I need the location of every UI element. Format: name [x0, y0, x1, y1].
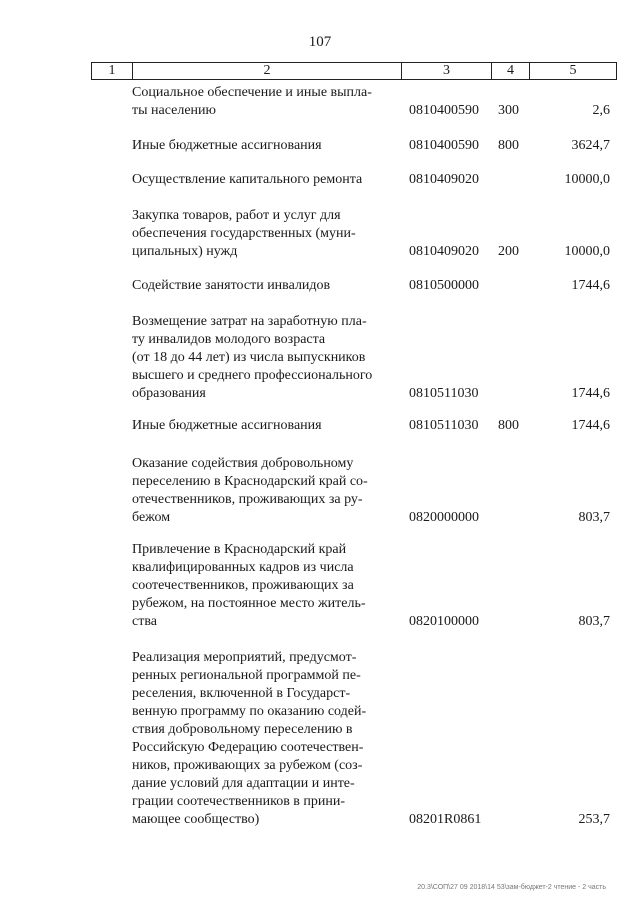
- description-line: квалифицированных кадров из числа: [132, 560, 354, 575]
- amount: 1744,6: [571, 418, 610, 433]
- description-line: обеспечения государственных (муни-: [132, 226, 356, 241]
- description-line: Закупка товаров, работ и услуг для: [132, 208, 341, 223]
- description-line: Возмещение затрат на заработную пла-: [132, 314, 367, 329]
- expense-type-code: 800: [498, 418, 519, 433]
- target-code: 0820100000: [409, 614, 479, 629]
- row-description: [132, 84, 393, 120]
- description-line: дание условий для адаптации и инте-: [132, 776, 355, 791]
- description-line: отечественников, проживающих за ру-: [132, 492, 363, 507]
- description-line: Российскую Федерацию соотечествен-: [132, 740, 364, 755]
- description-line: Социальное обеспечение и иные выпла-: [132, 85, 372, 100]
- description-line: переселению в Краснодарский край со-: [132, 474, 368, 489]
- description-line: Иные бюджетные ассигнования: [132, 138, 322, 153]
- column-header-2: 2: [133, 63, 402, 80]
- description-line: Осуществление капитального ремонта: [132, 172, 363, 187]
- target-code: 0810409020: [409, 172, 479, 187]
- description-line: венную программу по оказанию содей-: [132, 704, 367, 719]
- amount: 803,7: [578, 510, 610, 525]
- description-line: ствия добровольному переселению в: [132, 722, 353, 737]
- target-code: 0810400590: [409, 138, 479, 153]
- row-description: [132, 207, 393, 261]
- row-description: [132, 137, 393, 155]
- row-description: [132, 277, 393, 295]
- description-line: ципальных) нужд: [132, 244, 238, 259]
- description-line: ства: [132, 614, 157, 629]
- description-line: мающее сообщество): [132, 812, 260, 827]
- target-code: 0810400590: [409, 103, 479, 118]
- description-line: ренных региональной программой пе-: [132, 668, 361, 683]
- description-line: Содействие занятости инвалидов: [132, 278, 331, 293]
- footer-file-path: 20.3\СОП\27 09 2018\14 53\зам-бюджет-2 чтение - 2 часть: [417, 884, 606, 891]
- row-description: [132, 455, 393, 527]
- amount: 10000,0: [564, 172, 610, 187]
- column-header-4: 4: [492, 63, 530, 80]
- description-line: грации соотечественников в прини-: [132, 794, 346, 809]
- amount: 3624,7: [571, 138, 610, 153]
- column-header-1: 1: [92, 63, 133, 80]
- amount: 803,7: [578, 614, 610, 629]
- expense-type-code: 200: [498, 244, 519, 259]
- row-description: [132, 417, 393, 435]
- amount: 1744,6: [571, 386, 610, 401]
- description-line: высшего и среднего профессионального: [132, 368, 373, 383]
- expense-type-code: 800: [498, 138, 519, 153]
- target-code: 0810409020: [409, 244, 479, 259]
- description-line: реселения, включенной в Государст-: [132, 686, 351, 701]
- amount: 10000,0: [564, 244, 610, 259]
- row-description: [132, 541, 393, 631]
- row-description: [132, 171, 393, 189]
- description-line: Оказание содействия добровольному: [132, 456, 354, 471]
- row-description: [132, 313, 393, 403]
- target-code: 0810511030: [409, 418, 479, 433]
- description-line: соотечественников, проживающих за: [132, 578, 354, 593]
- description-line: рубежом, на постоянное место житель-: [132, 596, 366, 611]
- description-line: Привлечение в Краснодарский край: [132, 542, 347, 557]
- column-header-row: [92, 63, 617, 80]
- target-code: 0810500000: [409, 278, 479, 293]
- expense-type-code: 300: [498, 103, 519, 118]
- row-description: [132, 649, 393, 829]
- description-line: Иные бюджетные ассигнования: [132, 418, 322, 433]
- column-header-5: 5: [530, 63, 617, 80]
- description-line: ников, проживающих за рубежом (соз-: [132, 758, 363, 773]
- column-header-table: [91, 62, 617, 80]
- description-line: ту инвалидов молодого возраста: [132, 332, 326, 347]
- page-number: 107: [308, 34, 332, 50]
- target-code: 0820000000: [409, 510, 479, 525]
- column-header-3: 3: [402, 63, 492, 80]
- amount: 1744,6: [571, 278, 610, 293]
- amount: 2,6: [592, 103, 610, 118]
- description-line: образования: [132, 386, 206, 401]
- description-line: (от 18 до 44 лет) из числа выпускников: [132, 350, 366, 365]
- description-line: Реализация мероприятий, предусмот-: [132, 650, 357, 665]
- description-line: ты населению: [132, 103, 216, 118]
- target-code: 0810511030: [409, 386, 479, 401]
- target-code: 08201R0861: [409, 812, 482, 827]
- description-line: бежом: [132, 510, 171, 525]
- amount: 253,7: [578, 812, 610, 827]
